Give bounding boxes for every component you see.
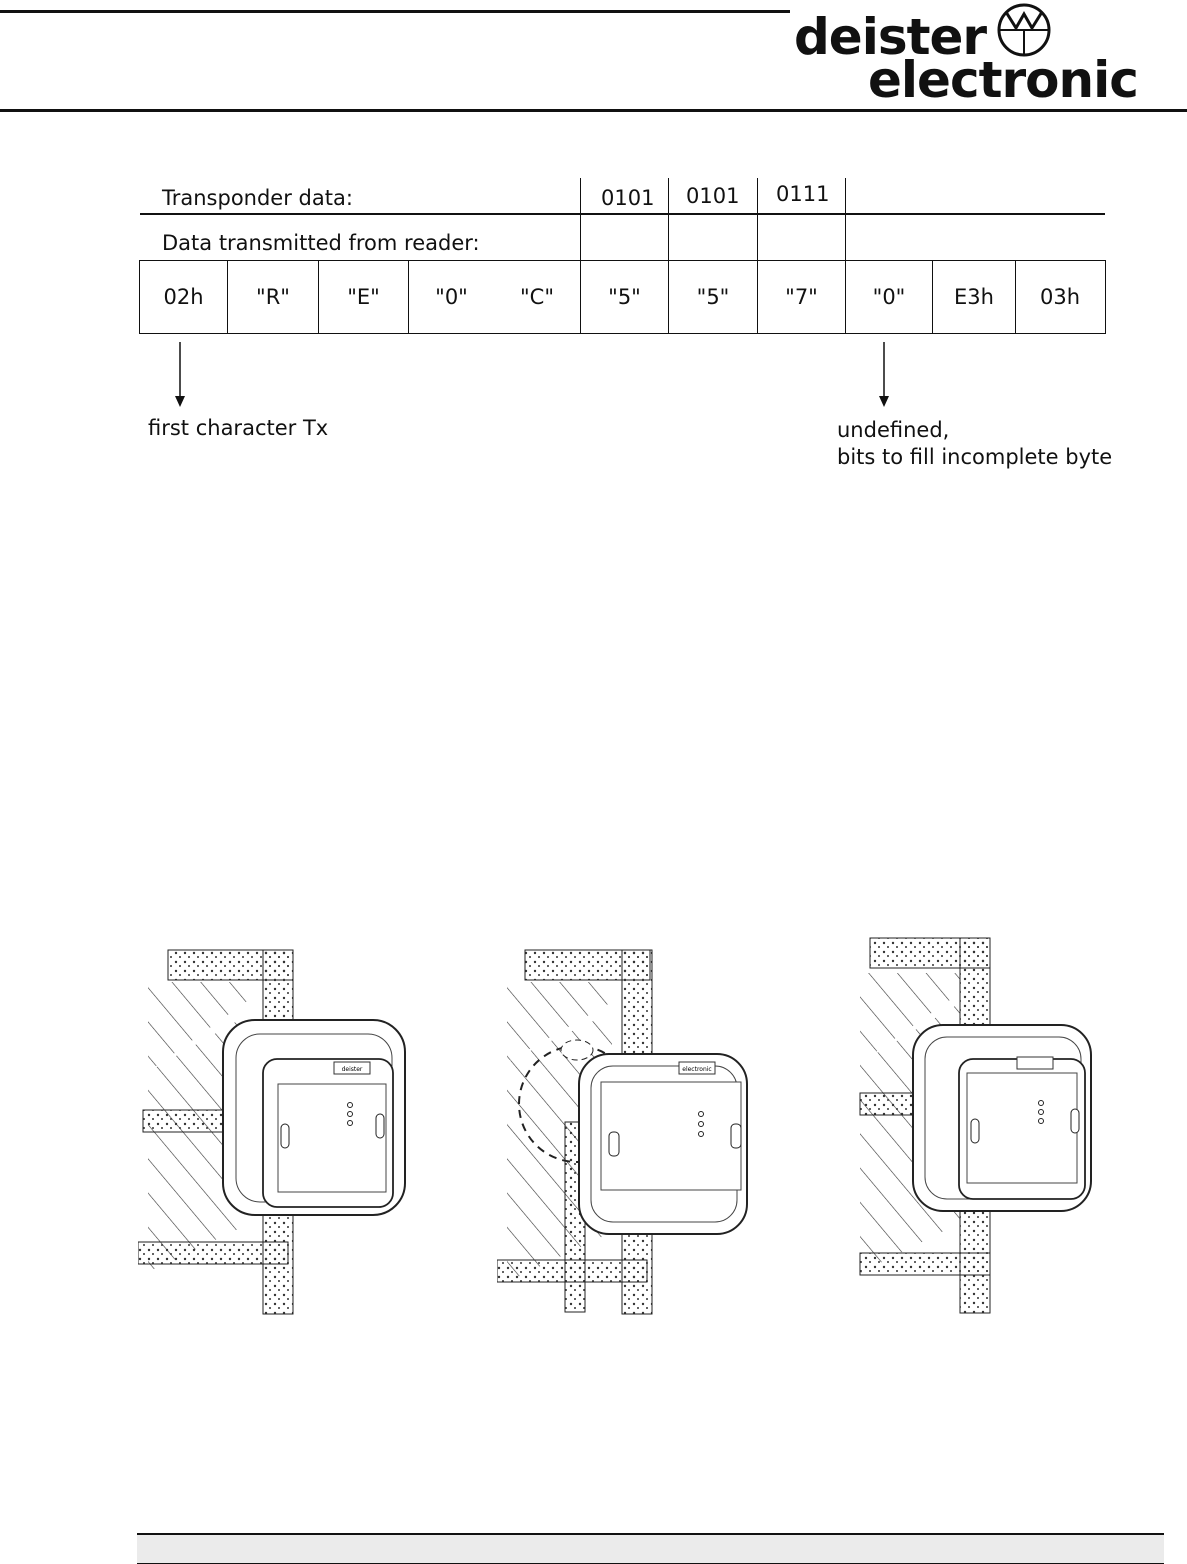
fill-bits-note: bits to fill incomplete byte (837, 445, 1113, 469)
transmitted-data-label: Data transmitted from reader: (162, 231, 480, 255)
device-label-text: deister (341, 1066, 363, 1073)
byte-cell: "5" (696, 285, 730, 309)
reader-mount-illustration-3 (855, 923, 1113, 1315)
logo-text-deister: deister (794, 8, 987, 66)
arrow-down-icon (172, 342, 188, 408)
byte-cell: 03h (1039, 285, 1081, 309)
table-col-divider (668, 178, 669, 262)
byte-cell: "5" (608, 285, 641, 309)
deister-logo-icon (996, 2, 1052, 58)
device-label-text: electronic (682, 1066, 712, 1073)
undefined-note: undefined, (837, 418, 950, 442)
table-row-divider (140, 213, 1105, 215)
logo-text-electronic: electronic (868, 51, 1138, 109)
byte-cell: "R" (256, 285, 290, 309)
byte-cell: "E" (347, 285, 380, 309)
header-top-rule (0, 10, 790, 13)
byte-cell: E3h (954, 285, 994, 309)
transponder-value: 0101 (686, 184, 740, 208)
reader-mount-illustration-2 (497, 942, 765, 1316)
byte-cell: "0" (872, 285, 906, 309)
reader-mount-illustration-1 (138, 942, 432, 1316)
table-col-divider (580, 178, 581, 262)
transponder-data-label: Transponder data: (162, 186, 353, 210)
byte-cell: "7" (785, 285, 818, 309)
byte-cell: "C" (520, 285, 554, 309)
table-col-divider (757, 178, 758, 262)
byte-cell: 02h (163, 285, 204, 309)
header-bottom-rule (0, 109, 1187, 112)
transponder-value: 0111 (776, 182, 830, 206)
company-logo (790, 2, 1138, 109)
footer-band (137, 1533, 1164, 1564)
first-character-note: first character Tx (148, 416, 329, 440)
transponder-value: 0101 (601, 186, 655, 210)
arrow-down-icon (876, 342, 892, 408)
table-col-divider (845, 178, 846, 262)
byte-cell: "0" (435, 285, 468, 309)
